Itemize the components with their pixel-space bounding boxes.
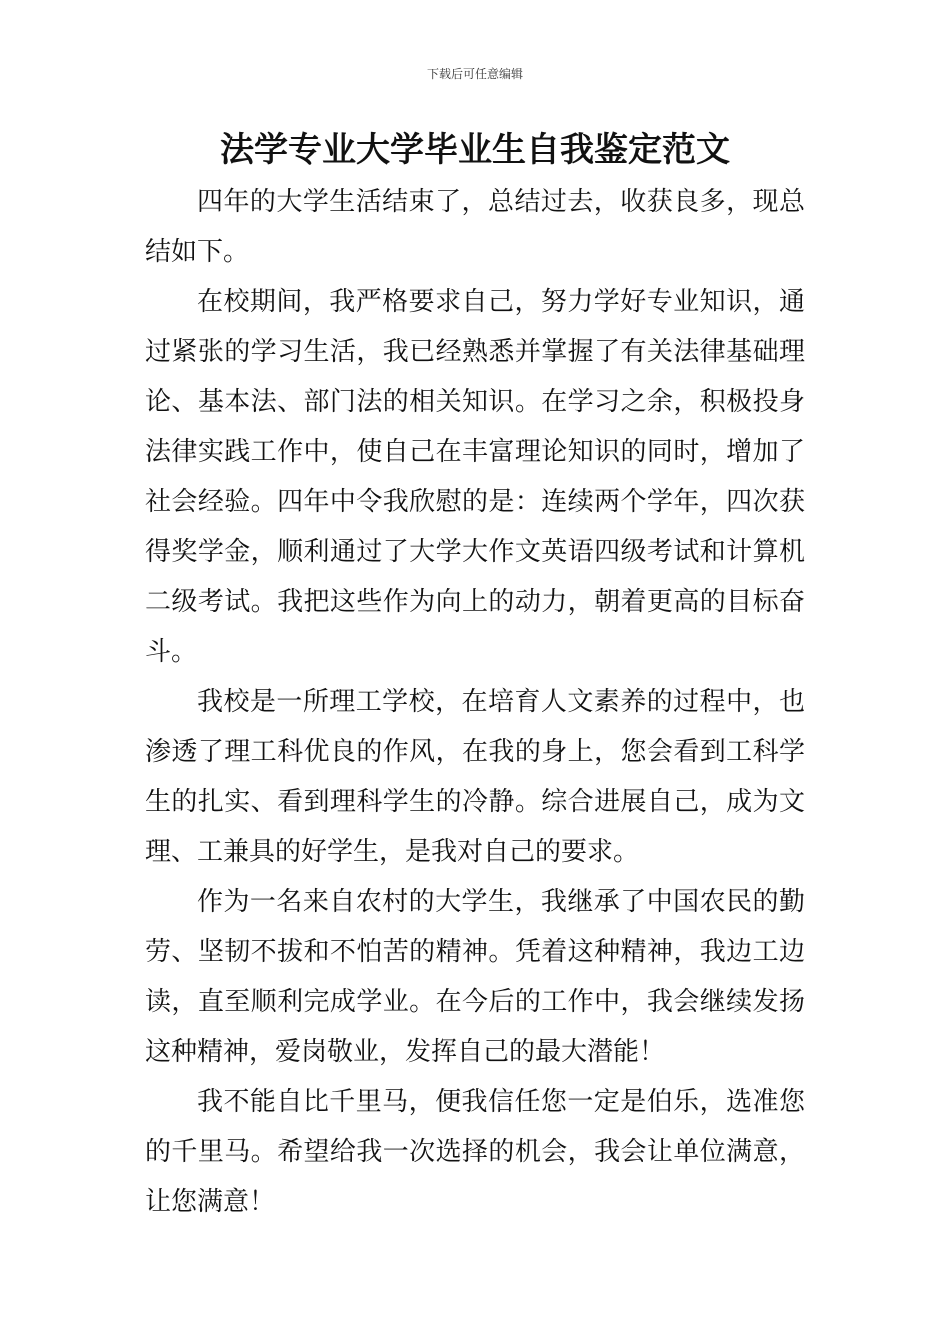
paragraph-closing: 我不能自比千里马，便我信任您一定是伯乐，选准您的千里马。希望给我一次选择的机会，我会让单位满意，让您满意！ (145, 1087, 805, 1217)
paragraph-school: 我校是一所理工学校，在培育人文素养的过程中，也渗透了理工科优良的作风，在我的身上，您会看到工科学生的扎实、看到理科学生的冷静。综合进展自己，成为文理、工兼具的好学生，是我对自己的要求。 (145, 687, 805, 867)
paragraph-study: 在校期间，我严格要求自己，努力学好专业知识，通过紧张的学习生活，我已经熟悉并掌握了有关法律基础理论、基本法、部门法的相关知识。在学习之余，积极投身法律实践工作中，使自己在丰富理论知识的同时，增加了社会经验。四年中令我欣慰的是：连续两个学年，四次获得奖学金，顺利通过了大学大作文英语四级考试和计算机二级考试。我把这些作为向上的动力，朝着更高的目标奋斗。 (145, 287, 805, 667)
header-note: 下载后可任意编辑 (426, 67, 523, 81)
document-body (145, 177, 805, 1227)
paragraph-spirit: 作为一名来自农村的大学生，我继承了中国农民的勤劳、坚韧不拔和不怕苦的精神。凭着这种精神，我边工边读，直至顺利完成学业。在今后的工作中，我会继续发扬这种精神，爱岗敬业，发挥自己的最大潜能！ (145, 887, 805, 1067)
document-title: 法学专业大学毕业生自我鉴定范文 (220, 130, 730, 170)
paragraph-intro: 四年的大学生活结束了，总结过去，收获良多，现总结如下。 (145, 187, 805, 267)
